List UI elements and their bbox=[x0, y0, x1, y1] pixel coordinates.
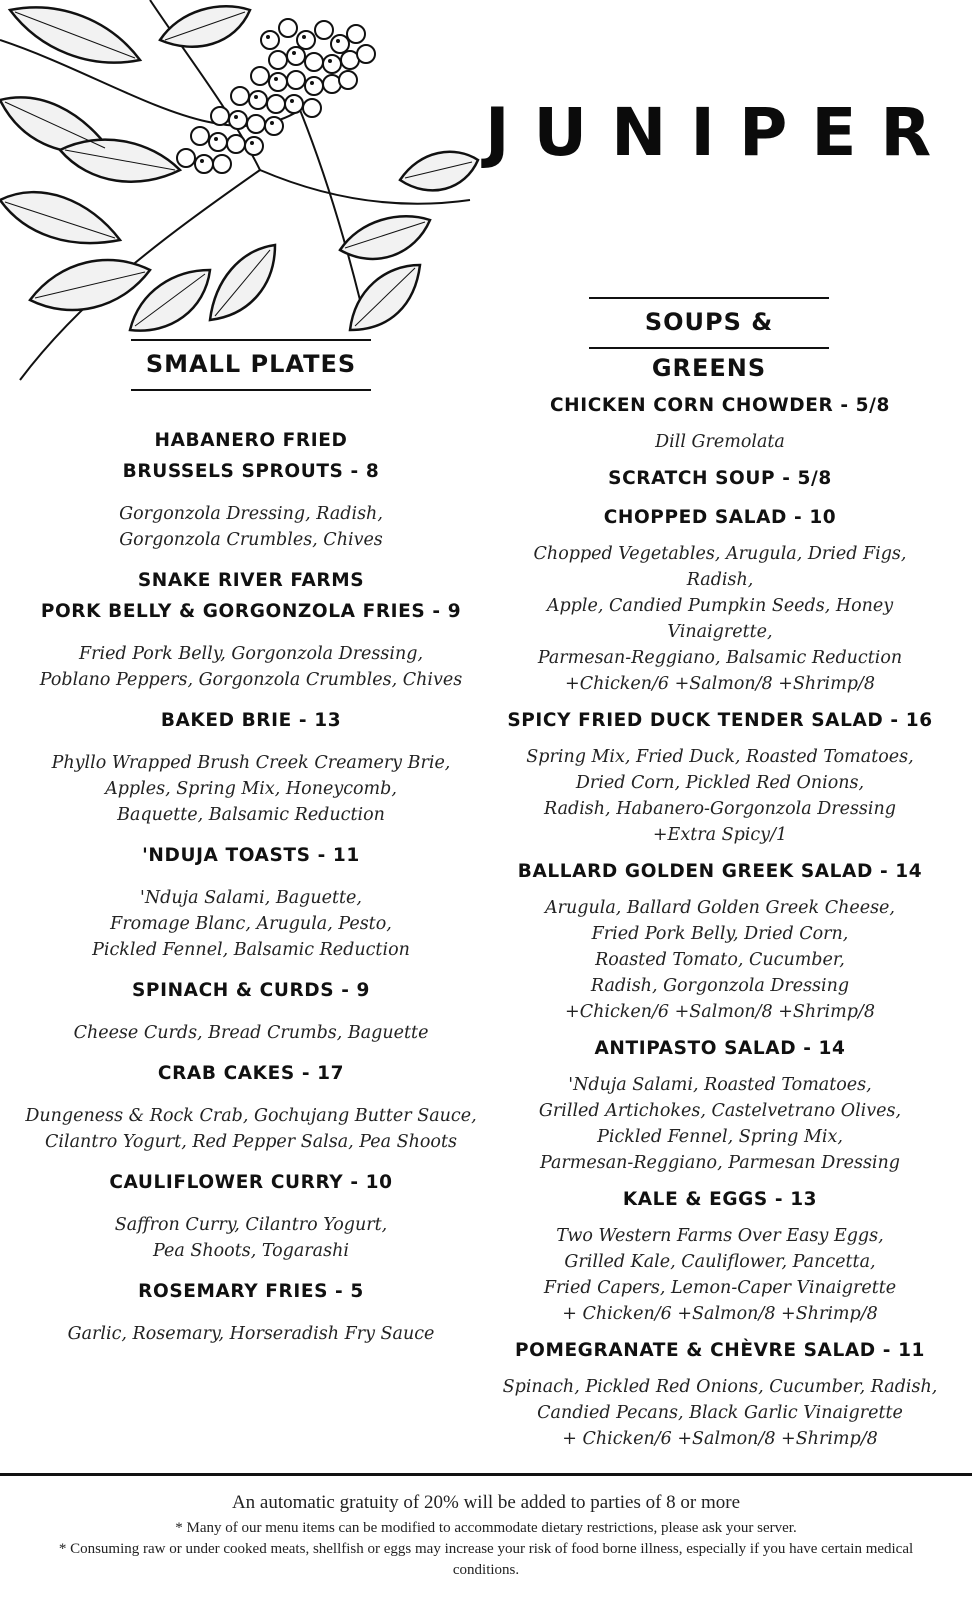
menu-item bbox=[500, 856, 940, 1025]
menu-item-title bbox=[20, 1276, 482, 1307]
menu-item-title bbox=[20, 1058, 482, 1089]
menu-item-description-line: Grilled Artichokes, Castelvetrano Olives, bbox=[538, 1101, 902, 1121]
menu-item-description-line: + Chicken/6 +Salmon/8 +Shrimp/8 bbox=[562, 1304, 878, 1324]
menu-item bbox=[20, 1276, 482, 1347]
menu-item-title bbox=[500, 1184, 940, 1215]
menu-item-description-line: Candied Pecans, Black Garlic Vinaigrette bbox=[537, 1403, 903, 1423]
menu-item-description bbox=[500, 1374, 940, 1452]
menu-item-description bbox=[500, 744, 940, 848]
menu-item-description bbox=[500, 429, 940, 455]
menu-item-title bbox=[20, 705, 482, 736]
small-plates-heading: SMALL PLATES bbox=[131, 339, 371, 391]
menu-item-description-line: Dungeness & Rock Crab, Gochujang Butter Sauce, bbox=[25, 1106, 477, 1126]
menu-item-description-line: Poblano Peppers, Gorgonzola Crumbles, Chives bbox=[39, 670, 463, 690]
menu-item-description-line: Fried Pork Belly, Gorgonzola Dressing, bbox=[78, 644, 424, 664]
menu-item-description-line: Spinach, Pickled Red Onions, Cucumber, Radish, bbox=[502, 1377, 938, 1397]
menu-item bbox=[500, 463, 940, 494]
menu-item-description bbox=[20, 1103, 482, 1155]
menu-item-description-line: Fried Capers, Lemon-Caper Vinaigrette bbox=[543, 1278, 897, 1298]
menu-item-title-line: ROSEMARY FRIES - 5 bbox=[138, 1281, 364, 1302]
menu-item-title bbox=[20, 565, 482, 627]
menu-item-description-line: 'Nduja Salami, Roasted Tomatoes, bbox=[568, 1075, 872, 1095]
menu-item bbox=[500, 390, 940, 455]
menu-item-title bbox=[20, 1167, 482, 1198]
menu-item-title-line: SPICY FRIED DUCK TENDER SALAD - 16 bbox=[507, 710, 933, 731]
menu-item-description-line: 'Nduja Salami, Baguette, bbox=[140, 888, 362, 908]
menu-item-title bbox=[500, 1033, 940, 1064]
menu-item-description-line: Baquette, Balsamic Reduction bbox=[117, 805, 385, 825]
menu-item-title bbox=[500, 856, 940, 887]
menu-item-description-line: +Chicken/6 +Salmon/8 +Shrimp/8 bbox=[565, 674, 875, 694]
menu-item-title-line: CRAB CAKES - 17 bbox=[157, 1063, 345, 1084]
menu-item-description-line: Radish, Habanero-Gorgonzola Dressing bbox=[544, 799, 896, 819]
menu-item bbox=[20, 975, 482, 1046]
menu-item-description-line: Spring Mix, Fried Duck, Roasted Tomatoes, bbox=[526, 747, 914, 767]
menu-item-title-line: BRUSSELS SPROUTS - 8 bbox=[122, 461, 380, 482]
menu-item-description-line: Two Western Farms Over Easy Eggs, bbox=[556, 1226, 884, 1246]
menu-item-title bbox=[20, 840, 482, 871]
menu-item-title-line: HABANERO FRIED bbox=[154, 430, 348, 451]
menu-item bbox=[500, 1033, 940, 1176]
menu-item-description bbox=[500, 541, 940, 697]
restaurant-name: JUNIPER bbox=[485, 94, 956, 171]
menu-item-description bbox=[500, 1223, 940, 1327]
menu-item-description-line: Dill Gremolata bbox=[655, 432, 785, 452]
footer-divider bbox=[0, 1473, 972, 1476]
menu-item-description-line: Pickled Fennel, Spring Mix, bbox=[597, 1127, 843, 1147]
soups-greens-heading: SOUPS & GREENS bbox=[589, 297, 829, 349]
menu-item-description bbox=[20, 885, 482, 963]
menu-item-title-line: BAKED BRIE - 13 bbox=[160, 710, 342, 731]
gratuity-notice: An automatic gratuity of 20% will be added to parties of 8 or more bbox=[231, 1492, 741, 1513]
menu-item-description bbox=[500, 895, 940, 1025]
menu-item-description-line: Chopped Vegetables, Arugula, Dried Figs, Radish, bbox=[533, 544, 907, 590]
menu-item-description-line: Gorgonzola Dressing, Radish, bbox=[119, 504, 383, 524]
menu-item-description bbox=[20, 750, 482, 828]
juniper-branch-illustration bbox=[0, 0, 480, 390]
menu-item-description-line: Radish, Gorgonzola Dressing bbox=[590, 976, 850, 996]
menu-item-description-line: + Chicken/6 +Salmon/8 +Shrimp/8 bbox=[562, 1429, 878, 1449]
menu-item-description bbox=[20, 501, 482, 553]
menu-item-title bbox=[500, 705, 940, 736]
menu-item-description-line: Garlic, Rosemary, Horseradish Fry Sauce bbox=[67, 1324, 435, 1344]
menu-item bbox=[500, 502, 940, 697]
soups-greens-list bbox=[500, 390, 940, 1460]
menu-item bbox=[20, 1167, 482, 1264]
menu-item-title bbox=[500, 463, 940, 494]
menu-item-description bbox=[20, 1212, 482, 1264]
menu-item-description-line: Pickled Fennel, Balsamic Reduction bbox=[92, 940, 410, 960]
menu-item-description-line: Dried Corn, Pickled Red Onions, bbox=[575, 773, 865, 793]
menu-item-description-line: Gorgonzola Crumbles, Chives bbox=[119, 530, 383, 550]
menu-item-title bbox=[20, 425, 482, 487]
menu-item-title bbox=[500, 1335, 940, 1366]
menu-item-description-line: Cilantro Yogurt, Red Pepper Salsa, Pea Shoots bbox=[45, 1132, 457, 1152]
menu-item-description-line: +Extra Spicy/1 bbox=[652, 825, 788, 845]
menu-item-title-line: SCRATCH SOUP - 5/8 bbox=[608, 468, 832, 489]
menu-item bbox=[500, 1184, 940, 1327]
health-warning: * Consuming raw or under cooked meats, shellfish or eggs may increase your risk of food borne illness, especially if you have certain medical conditions. bbox=[58, 1541, 914, 1578]
menu-item-description-line: Fried Pork Belly, Dried Corn, bbox=[591, 924, 849, 944]
menu-item-title bbox=[500, 502, 940, 533]
menu-item bbox=[500, 1335, 940, 1452]
menu-item-description-line: Roasted Tomato, Cucumber, bbox=[595, 950, 845, 970]
menu-item-description-line: Parmesan-Reggiano, Parmesan Dressing bbox=[539, 1153, 900, 1173]
menu-item-description bbox=[20, 641, 482, 693]
menu-item-title-line: SPINACH & CURDS - 9 bbox=[132, 980, 370, 1001]
menu-item-title-line: 'NDUJA TOASTS - 11 bbox=[142, 845, 360, 866]
menu-item-description-line: Parmesan-Reggiano, Balsamic Reduction bbox=[537, 648, 903, 668]
menu-item bbox=[500, 705, 940, 848]
menu-item bbox=[20, 425, 482, 553]
menu-item-description-line: Apples, Spring Mix, Honeycomb, bbox=[105, 779, 397, 799]
menu-item-description-line: +Chicken/6 +Salmon/8 +Shrimp/8 bbox=[565, 1002, 875, 1022]
small-plates-list bbox=[20, 425, 482, 1359]
dietary-note: * Many of our menu items can be modified to accommodate dietary restrictions, please ask your server. bbox=[175, 1520, 797, 1536]
menu-item-title-line: POMEGRANATE & CHÈVRE SALAD - 11 bbox=[514, 1340, 926, 1361]
menu-item-description-line: Phyllo Wrapped Brush Creek Creamery Brie, bbox=[51, 753, 451, 773]
menu-item-title-line: PORK BELLY & GORGONZOLA FRIES - 9 bbox=[40, 601, 462, 622]
menu-item-description-line: Cheese Curds, Bread Crumbs, Baguette bbox=[73, 1023, 429, 1043]
menu-item-description bbox=[500, 1072, 940, 1176]
menu-item-title-line: CHICKEN CORN CHOWDER - 5/8 bbox=[550, 395, 890, 416]
menu-item-title bbox=[20, 975, 482, 1006]
menu-item-description bbox=[20, 1020, 482, 1046]
menu-item-title-line: ANTIPASTO SALAD - 14 bbox=[594, 1038, 846, 1059]
menu-item bbox=[20, 1058, 482, 1155]
menu-item-title-line: KALE & EGGS - 13 bbox=[622, 1189, 818, 1210]
menu-item-title bbox=[500, 390, 940, 421]
footer bbox=[30, 1488, 942, 1581]
menu-item-description-line: Grilled Kale, Cauliflower, Pancetta, bbox=[564, 1252, 876, 1272]
menu-item-title-line: BALLARD GOLDEN GREEK SALAD - 14 bbox=[517, 861, 923, 882]
menu-item-title-line: SNAKE RIVER FARMS bbox=[137, 570, 365, 591]
menu-item bbox=[20, 565, 482, 693]
menu-item-description-line: Saffron Curry, Cilantro Yogurt, bbox=[114, 1215, 388, 1235]
menu-item-title-line: CHOPPED SALAD - 10 bbox=[603, 507, 837, 528]
menu-item-description-line: Apple, Candied Pumpkin Seeds, Honey Vinaigrette, bbox=[546, 596, 894, 642]
menu-item-description-line: Fromage Blanc, Arugula, Pesto, bbox=[110, 914, 392, 934]
menu-item bbox=[20, 840, 482, 963]
menu-item-description bbox=[20, 1321, 482, 1347]
menu-item-description-line: Arugula, Ballard Golden Greek Cheese, bbox=[545, 898, 895, 918]
menu-item-title-line: CAULIFLOWER CURRY - 10 bbox=[109, 1172, 393, 1193]
menu-item bbox=[20, 705, 482, 828]
menu-item-description-line: Pea Shoots, Togarashi bbox=[153, 1241, 349, 1261]
